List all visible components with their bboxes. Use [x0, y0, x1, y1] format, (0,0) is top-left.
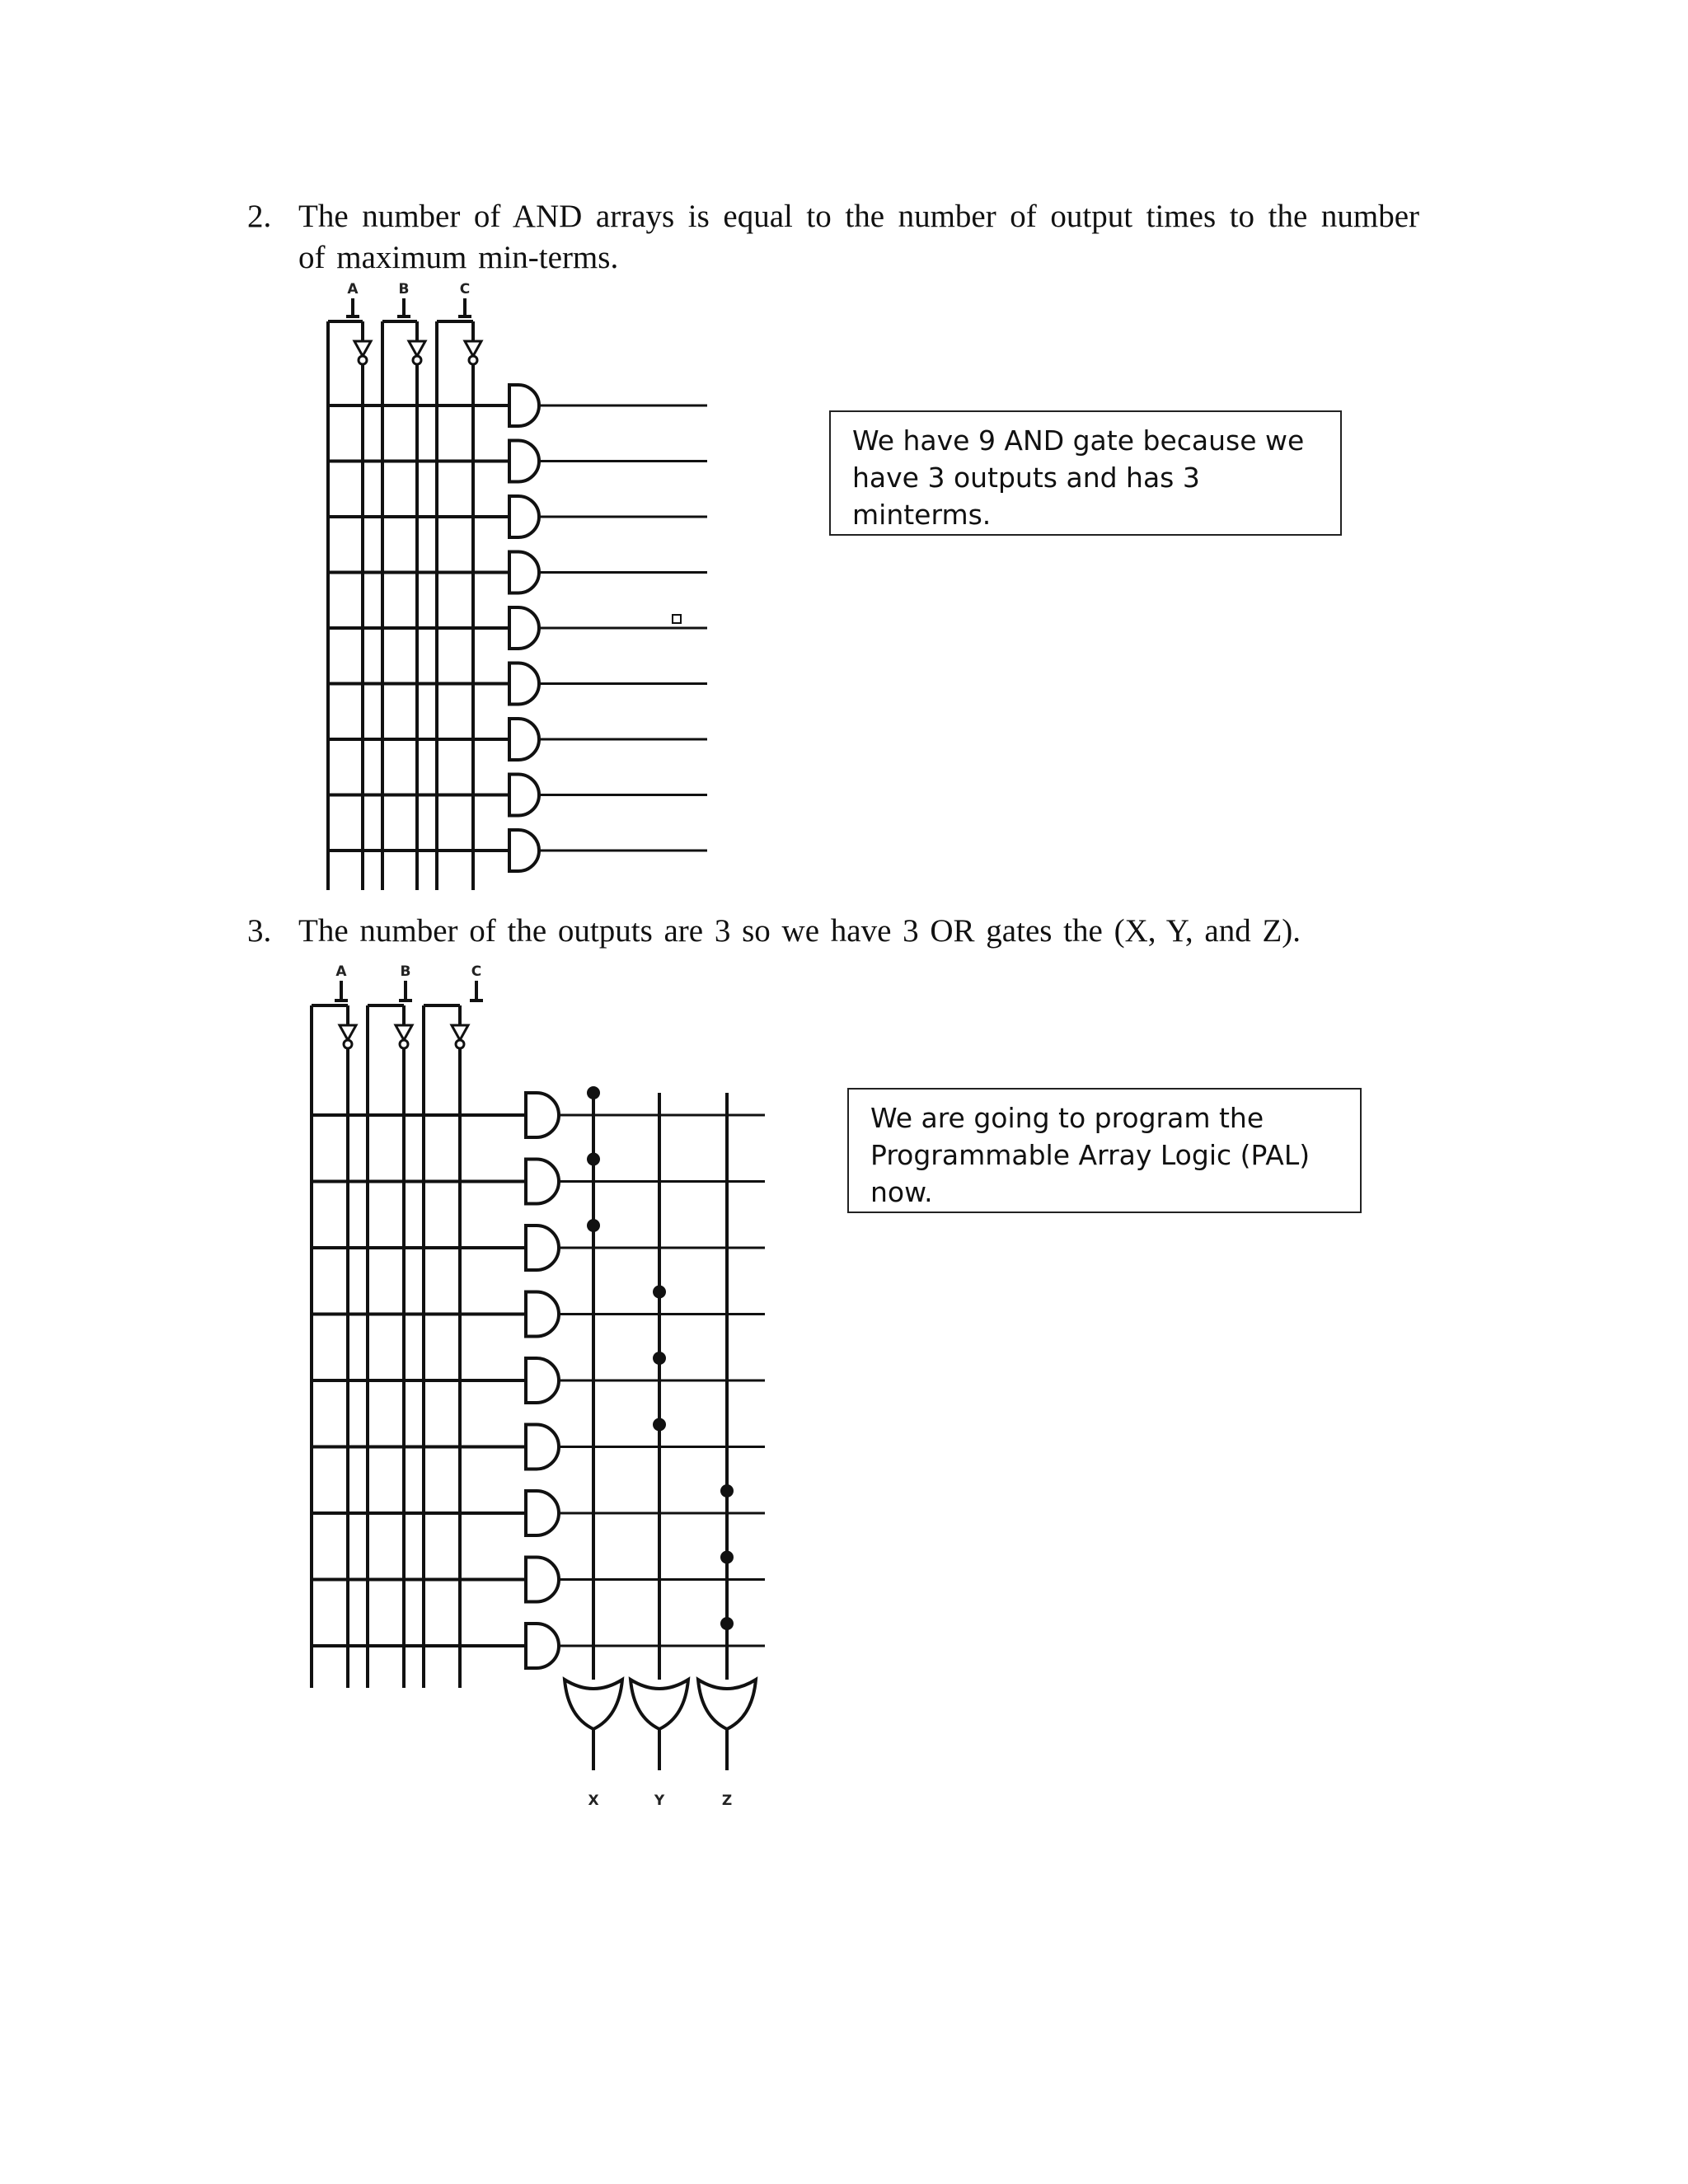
- annotation-line: have 3 outputs and has 3 minterms.: [852, 462, 1200, 531]
- input-label-c: C: [459, 281, 471, 298]
- list-item-3: [247, 911, 1401, 952]
- inverter-bubble: [400, 1040, 408, 1048]
- and-array-diagram: [313, 280, 742, 894]
- and-gate-icon: [509, 663, 539, 705]
- connection-dot: [587, 1153, 600, 1166]
- input-label-c: C: [471, 963, 482, 980]
- input-label-a: A: [335, 963, 347, 980]
- or-gate-icon: [698, 1680, 756, 1729]
- connection-dot: [720, 1551, 734, 1564]
- and-gate-icon: [509, 441, 539, 482]
- output-label-z: Z: [721, 1793, 733, 1809]
- and-gate-icon: [509, 607, 539, 649]
- and-gate-icon: [526, 1425, 559, 1469]
- and-gate-icon: [526, 1558, 559, 1602]
- and-gate-icon: [526, 1292, 559, 1337]
- connection-dot: [587, 1219, 600, 1232]
- connection-dot: [653, 1286, 666, 1299]
- and-gate-icon: [509, 385, 539, 426]
- and-gate-icon: [526, 1624, 559, 1668]
- list-item-text: The number of AND arrays is equal to the number of output times to the number of maximum min-terms.: [298, 199, 1419, 275]
- connection-dot: [653, 1418, 666, 1432]
- and-gate-icon: [526, 1093, 559, 1137]
- input-label-b: B: [398, 281, 410, 298]
- inverter-icon: [465, 341, 481, 356]
- connection-dot: [587, 1086, 600, 1099]
- test-point: [673, 615, 681, 623]
- output-label-y: Y: [654, 1793, 665, 1809]
- inverter-icon: [409, 341, 425, 356]
- and-gate-icon: [509, 775, 539, 816]
- inverter-icon: [340, 1025, 356, 1040]
- inverter-icon: [354, 341, 371, 356]
- and-gate-icon: [509, 719, 539, 760]
- connection-dot: [720, 1484, 734, 1497]
- and-gate-icon: [509, 496, 539, 537]
- pal-diagram: [297, 963, 791, 1836]
- output-label-x: X: [588, 1793, 599, 1809]
- or-gate-icon: [565, 1680, 622, 1729]
- and-gate-icon: [526, 1358, 559, 1403]
- inverter-icon: [452, 1025, 468, 1040]
- or-gate-icon: [631, 1680, 688, 1729]
- input-label-b: B: [400, 963, 411, 980]
- and-gate-icon: [526, 1491, 559, 1535]
- inverter-bubble: [359, 356, 367, 364]
- and-gate-icon: [509, 552, 539, 593]
- and-gate-icon: [526, 1226, 559, 1270]
- annotation-line: We have 9 AND gate because we: [852, 424, 1305, 457]
- list-number: 2.: [247, 199, 272, 234]
- and-gate-icon: [526, 1160, 559, 1204]
- list-number: 3.: [247, 913, 272, 949]
- annotation-box-and-gates: [829, 410, 1342, 536]
- inverter-bubble: [413, 356, 421, 364]
- inverter-icon: [396, 1025, 412, 1040]
- connection-dot: [653, 1352, 666, 1365]
- inverter-bubble: [456, 1040, 464, 1048]
- annotation-line: We are going to program the: [870, 1102, 1264, 1134]
- inverter-bubble: [469, 356, 477, 364]
- list-item-text: The number of the outputs are 3 so we have 3 OR gates the (X, Y, and Z).: [298, 913, 1301, 949]
- input-label-a: A: [347, 281, 359, 298]
- annotation-line: Programmable Array Logic (PAL) now.: [870, 1139, 1311, 1208]
- inverter-bubble: [344, 1040, 352, 1048]
- annotation-box-pal: [847, 1088, 1362, 1213]
- and-gate-icon: [509, 830, 539, 871]
- connection-dot: [720, 1617, 734, 1630]
- list-item-2: [247, 196, 1418, 279]
